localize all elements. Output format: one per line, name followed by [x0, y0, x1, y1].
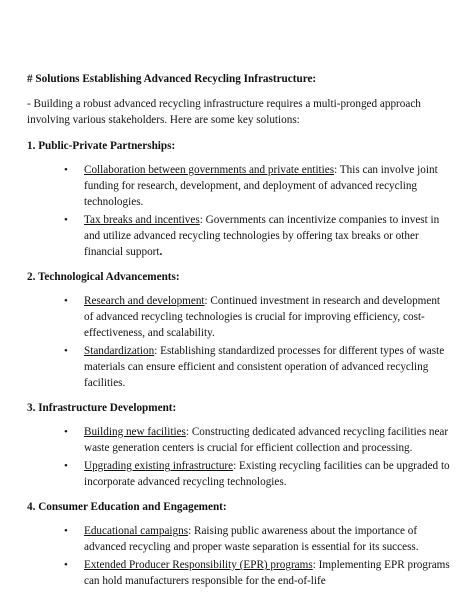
bullet-list	[27, 424, 452, 490]
item-term: Upgrading existing infrastructure	[84, 460, 234, 472]
item-text: : Constructing dedicated advanced recycling facilities near waste generation centers is crucial for efficient collection and processing.	[84, 426, 449, 454]
section-infrastructure-development	[27, 400, 452, 490]
list-item	[27, 557, 452, 589]
bullet-icon: •	[64, 345, 68, 357]
bullet-icon: •	[64, 295, 68, 307]
list-item	[27, 343, 452, 391]
item-text: : Implementing EPR programs can hold manufacturers responsible for the end-of-life	[84, 559, 450, 587]
bullet-list	[27, 293, 452, 391]
section-title: 2. Technological Advancements:	[27, 271, 180, 283]
document-intro: - Building a robust advanced recycling infrastructure requires a multi-pronged approach involving various stakeholders. Here are some key solutions:	[27, 98, 421, 126]
list-item	[27, 458, 452, 490]
document-page	[27, 71, 452, 598]
bullet-list	[27, 523, 452, 589]
bullet-icon: •	[64, 426, 68, 438]
bullet-list	[27, 162, 452, 260]
item-term: Research and development	[84, 295, 205, 307]
item-trailing-period: .	[159, 246, 163, 258]
list-item	[27, 523, 452, 555]
list-item	[27, 162, 452, 210]
section-title: 4. Consumer Education and Engagement:	[27, 501, 227, 513]
list-item	[27, 293, 452, 341]
bullet-icon: •	[64, 525, 68, 537]
item-term: Tax breaks and incentives	[84, 214, 200, 226]
item-term: Extended Producer Responsibility (EPR) programs	[84, 559, 313, 571]
bullet-icon: •	[64, 164, 68, 176]
item-text: : Raising public awareness about the importance of advanced recycling and proper waste separation is essential for its success.	[84, 525, 419, 553]
item-text: : Establishing standardized processes for different types of waste materials can ensure efficient and consistent operation of advanced recycling facilities.	[84, 345, 445, 389]
item-term: Standardization	[84, 345, 155, 357]
item-text: : This can involve joint funding for research, development, and deployment of advanced recycling technologies.	[84, 164, 438, 208]
item-term: Collaboration between governments and private entities	[84, 164, 335, 176]
bullet-icon: •	[64, 559, 68, 571]
item-text: : Existing recycling facilities can be upgraded to incorporate advanced recycling technologies.	[84, 460, 450, 488]
item-text: : Governments can incentivize companies to invest in and utilize advanced recycling technologies by offering tax breaks or other financial support	[84, 214, 440, 258]
section-consumer-education	[27, 499, 452, 589]
item-term: Building new facilities	[84, 426, 186, 438]
section-title: 1. Public-Private Partnerships:	[27, 140, 176, 152]
section-title: 3. Infrastructure Development:	[27, 402, 177, 414]
list-item	[27, 424, 452, 456]
list-item	[27, 212, 452, 260]
bullet-icon: •	[64, 460, 68, 472]
bullet-icon: •	[64, 214, 68, 226]
section-technological-advancements	[27, 269, 452, 391]
section-public-private-partnerships	[27, 138, 452, 260]
document-heading: # Solutions Establishing Advanced Recycling Infrastructure:	[27, 73, 317, 85]
item-text: : Continued investment in research and development of advanced recycling technologies is crucial for improving efficiency, cost-effectiveness, and scalability.	[84, 295, 441, 339]
item-term: Educational campaigns	[84, 525, 189, 537]
